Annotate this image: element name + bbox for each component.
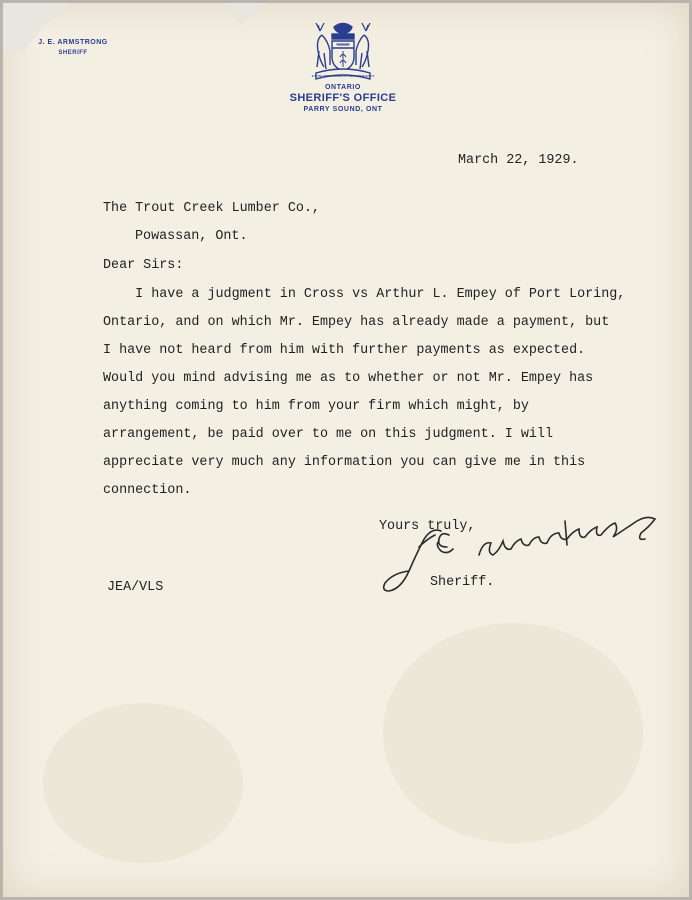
sender-name: J. E. ARMSTRONG — [38, 39, 108, 46]
body-line: Ontario, and on which Mr. Empey has already made a payment, but — [103, 315, 610, 330]
salutation: Dear Sirs: — [103, 258, 184, 273]
letter-body — [103, 281, 663, 505]
recipient-city: Powassan, Ont. — [135, 229, 248, 244]
closing: Yours truly, — [379, 519, 476, 534]
ontario-coat-of-arms-icon — [310, 21, 376, 83]
letterhead-office: SHERIFF'S OFFICE — [289, 92, 397, 104]
body-line: appreciate very much any information you can give me in this — [103, 455, 586, 470]
sender-title: SHERIFF — [58, 50, 88, 56]
body-line: I have not heard from him with further payments as expected. — [103, 343, 586, 358]
paper-stain — [43, 703, 243, 863]
body-line: connection. — [103, 483, 192, 498]
letter-date: March 22, 1929. — [458, 153, 579, 168]
letterhead — [273, 21, 413, 113]
recipient-name: The Trout Creek Lumber Co., — [103, 201, 320, 216]
torn-edge — [223, 3, 268, 25]
letter-page — [3, 3, 689, 897]
body-line: arrangement, be paid over to me on this judgment. I will — [103, 427, 553, 442]
body-line: anything coming to him from your firm which might, by — [103, 399, 529, 414]
paper-stain — [383, 623, 643, 843]
letterhead-province: ONTARIO — [325, 84, 361, 91]
body-line: Would you mind advising me as to whether or not Mr. Empey has — [103, 371, 594, 386]
sender-block — [33, 37, 113, 59]
reference-initials: JEA/VLS — [107, 580, 164, 595]
letterhead-location: PARRY SOUND, ONT — [303, 106, 383, 113]
svg-text:UT INCEPIT FIDELIS SIC PERMANE: UT INCEPIT FIDELIS SIC PERMANET — [311, 74, 375, 78]
handwritten-signature — [379, 511, 669, 601]
body-line: I have a judgment in Cross vs Arthur L. Empey of Port Loring, — [103, 287, 626, 302]
signer-title: Sheriff. — [430, 575, 495, 590]
